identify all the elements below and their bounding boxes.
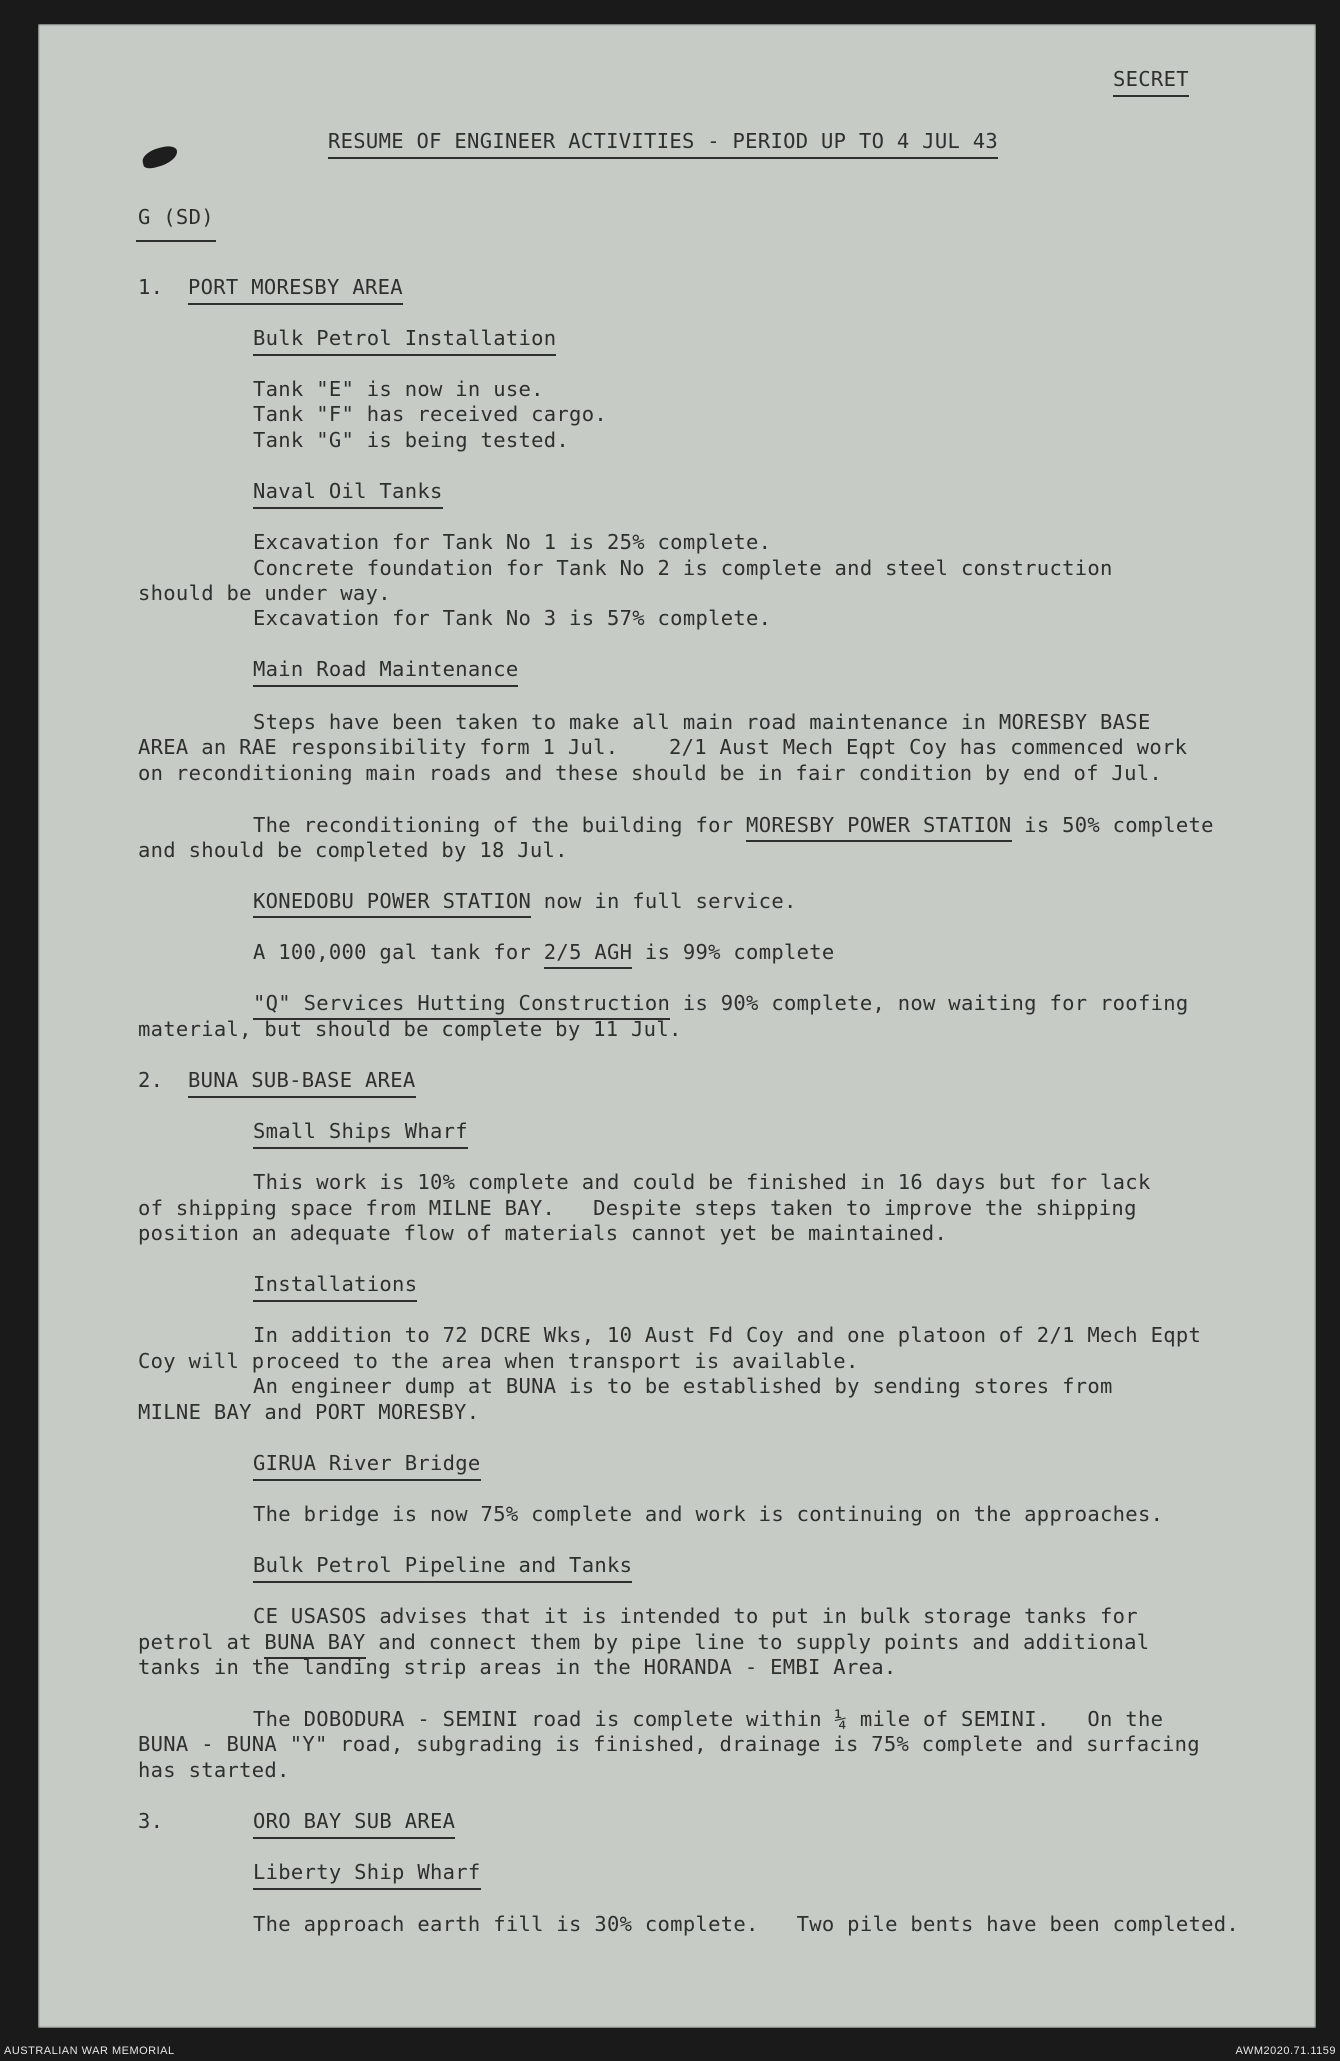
branch-label: G (SD) [138, 205, 214, 229]
body-line: Tank "F" has received cargo. [253, 402, 607, 426]
subheading: Naval Oil Tanks [253, 478, 443, 509]
text-run: mile of SEMINI. On the [847, 1707, 1164, 1731]
text-run: is 50% complete [1011, 813, 1214, 837]
subheading: Installations [253, 1271, 417, 1302]
power-station-name: KONEDOBU POWER STATION [253, 889, 531, 918]
text-run: is 90% complete, now waiting for roofing [670, 991, 1189, 1015]
body-line: should be under way. [138, 581, 391, 605]
body-line: MILNE BAY and PORT MORESBY. [138, 1400, 480, 1424]
body-line: Tank "E" is now in use. [253, 377, 544, 401]
section-title: BUNA SUB-BASE AREA [188, 1067, 416, 1098]
body-line: An engineer dump at BUNA is to be established by sending stores from [253, 1374, 1113, 1398]
body-line: Steps have been taken to make all main road maintenance in MORESBY BASE [253, 710, 1151, 734]
subheading: Liberty Ship Wharf [253, 1859, 481, 1890]
body-line: The bridge is now 75% complete and work is continuing on the approaches. [253, 1502, 1164, 1526]
section-title: PORT MORESBY AREA [188, 274, 403, 305]
body-line: Tank "G" is being tested. [253, 428, 570, 452]
body-line: tanks in the landing strip areas in the HORANDA - EMBI Area. [138, 1655, 897, 1679]
text-run: is 99% complete [632, 940, 835, 964]
body-line [253, 1706, 1163, 1732]
body-line: and should be completed by 18 Jul. [138, 838, 568, 862]
power-station-name: MORESBY POWER STATION [746, 813, 1011, 842]
section-number: 3. [138, 1809, 164, 1833]
text-run: petrol at [138, 1630, 265, 1654]
body-line [253, 990, 1189, 1016]
body-line: This work is 10% complete and could be finished in 16 days but for lack [253, 1170, 1151, 1194]
body-line: has started. [138, 1758, 290, 1782]
document-title: RESUME OF ENGINEER ACTIVITIES - PERIOD UP TO 4 JUL 43 [328, 128, 998, 159]
place-name: BUNA BAY [264, 1630, 365, 1659]
unit-name: 2/5 AGH [544, 940, 633, 969]
body-line: Excavation for Tank No 1 is 25% complete. [253, 530, 772, 554]
section-number: 2. [138, 1068, 164, 1092]
body-line: The approach earth fill is 30% complete. Two pile bents have been completed. [253, 1912, 1240, 1936]
body-line: CE USASOS advises that it is intended to put in bulk storage tanks for [253, 1604, 1138, 1628]
section-number: 1. [138, 275, 164, 299]
subheading: Small Ships Wharf [253, 1118, 468, 1149]
archive-credit: AUSTRALIAN WAR MEMORIAL [4, 2045, 175, 2057]
branch-underline [136, 240, 216, 242]
fraction: ¼ [834, 1707, 848, 1731]
underlined-run: "Q" Services Hutting Construction [253, 991, 670, 1020]
section-title: ORO BAY SUB AREA [253, 1808, 455, 1839]
body-line: on reconditioning main roads and these should be in fair condition by end of Jul. [138, 761, 1163, 785]
body-line: Excavation for Tank No 3 is 57% complete. [253, 606, 772, 630]
body-line: BUNA - BUNA "Y" road, subgrading is finished, drainage is 75% complete and surfacing [138, 1732, 1200, 1756]
classification-label: SECRET [1113, 66, 1189, 97]
body-line [138, 1629, 1149, 1655]
subheading: Main Road Maintenance [253, 656, 518, 687]
body-line: Coy will proceed to the area when transport is available. [138, 1349, 859, 1373]
body-line: of shipping space from MILNE BAY. Despite steps taken to improve the shipping [138, 1196, 1137, 1220]
subheading: Bulk Petrol Pipeline and Tanks [253, 1552, 632, 1583]
body-line [253, 888, 797, 914]
body-line: AREA an RAE responsibility form 1 Jul. 2/1 Aust Mech Eqpt Coy has commenced work [138, 735, 1188, 759]
text-run: A 100,000 gal tank for [253, 940, 544, 964]
text-run: The reconditioning of the building for [253, 813, 747, 837]
archive-reference: AWM2020.71.1159 [1235, 2045, 1336, 2057]
subheading: Bulk Petrol Installation [253, 325, 556, 356]
body-line [253, 812, 1214, 838]
body-line [253, 939, 835, 965]
body-line: material, but should be complete by 11 Jul. [138, 1017, 682, 1041]
body-line: In addition to 72 DCRE Wks, 10 Aust Fd Coy and one platoon of 2/1 Mech Eqpt [253, 1323, 1202, 1347]
text-run: The DOBODURA - SEMINI road is complete within [253, 1707, 835, 1731]
body-line: position an adequate flow of materials cannot yet be maintained. [138, 1221, 948, 1245]
body-line: Concrete foundation for Tank No 2 is complete and steel construction [253, 556, 1113, 580]
text-run: and connect them by pipe line to supply points and additional [365, 1630, 1150, 1654]
text-run: now in full service. [531, 889, 797, 913]
subheading: GIRUA River Bridge [253, 1450, 481, 1481]
